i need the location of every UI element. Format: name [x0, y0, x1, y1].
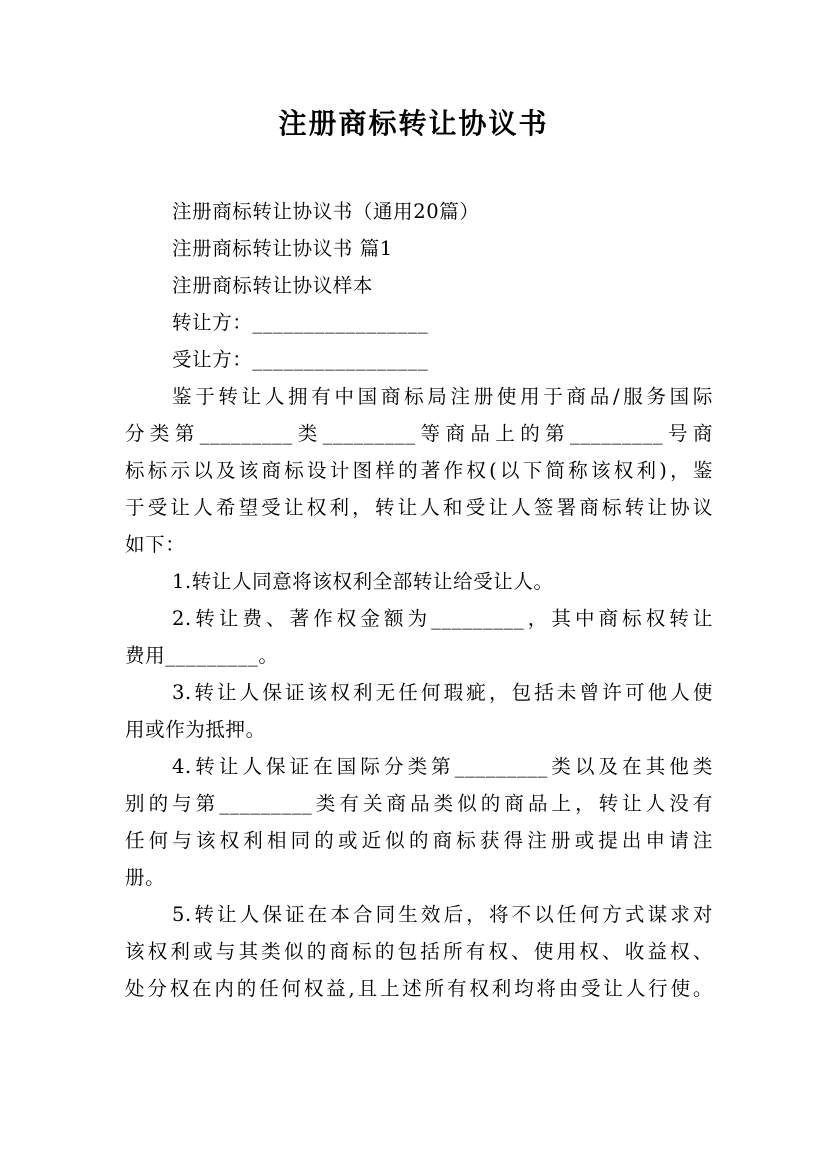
- recital-line: 鉴于转让人拥有中国商标局注册使用于商品/服务国际: [172, 385, 713, 408]
- recital-line: 如下：: [125, 533, 186, 556]
- transferor-field: 转让方：_________________: [172, 311, 429, 334]
- clause-line: 用或作为抵押。: [125, 718, 266, 741]
- clause-2: [125, 600, 713, 674]
- clause-4: [125, 748, 713, 896]
- clause-line: 别的与第_________类有关商品类似的商品上，转让人没有: [125, 792, 713, 815]
- clause-line: 册。: [125, 866, 166, 889]
- clause-line: 费用_________。: [125, 644, 279, 667]
- recital-line: 标标示以及该商标设计图样的著作权(以下简称该权利)，鉴: [125, 459, 713, 482]
- clause-line: 处分权在内的任何权益,且上述所有权利均将由受让人行使。: [125, 977, 713, 1000]
- document-body: [125, 193, 713, 1007]
- recital-paragraph: [125, 378, 713, 563]
- clause-1: [125, 563, 713, 600]
- transferee-field: 受让方：_________________: [172, 348, 429, 371]
- clause-line: 1.转让人同意将该权利全部转让给受让人。: [172, 570, 554, 593]
- section-heading: 注册商标转让协议书 篇1: [172, 237, 393, 260]
- document-title: 注册商标转让协议书: [278, 107, 549, 140]
- recital-line: 分类第_________类_________等商品上的第_________号商: [125, 422, 713, 445]
- clause-5: [125, 896, 713, 1007]
- clause-line: 任何与该权利相同的或近似的商标获得注册或提出申请注: [125, 829, 713, 852]
- subtitle-line: 注册商标转让协议书（通用20篇）: [172, 200, 480, 223]
- clause-line: 该权利或与其类似的商标的包括所有权、使用权、收益权、: [125, 940, 713, 963]
- clause-line: 5.转让人保证在本合同生效后，将不以任何方式谋求对: [172, 903, 713, 926]
- clause-line: 2.转让费、著作权金额为_________，其中商标权转让: [172, 607, 713, 630]
- recital-line: 于受让人希望受让权利，转让人和受让人签署商标转让协议: [125, 496, 713, 519]
- clause-3: [125, 674, 713, 748]
- clause-line: 4.转让人保证在国际分类第_________类以及在其他类: [172, 755, 713, 778]
- clause-line: 3.转让人保证该权利无任何瑕疵，包括未曾许可他人使: [172, 681, 713, 704]
- sample-heading: 注册商标转让协议样本: [172, 274, 374, 297]
